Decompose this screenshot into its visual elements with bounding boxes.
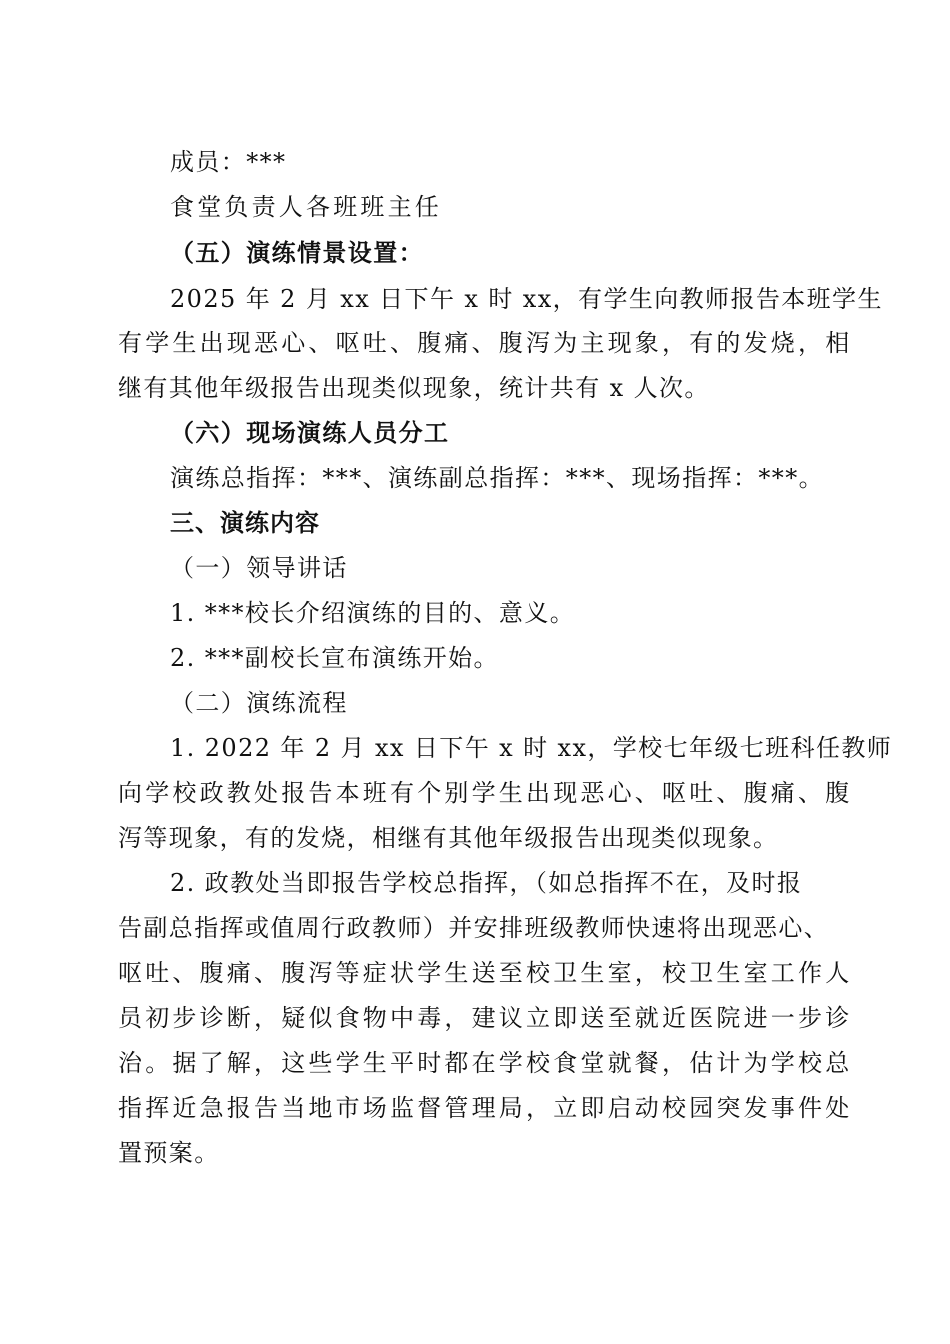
- process-item-2-line-5: 治。据了解，这些学生平时都在学校食堂就餐，估计为学校总: [118, 1049, 853, 1077]
- process-item-2-line-3: 呕吐、腹痛、腹泻等症状学生送至校卫生室，校卫生室工作人: [118, 959, 853, 987]
- scenario-line-1: 2025 年 2 月 xx 日下午 x 时 xx，有学生向教师报告本班学生: [170, 285, 883, 313]
- canteen-line: 食堂负责人各班班主任: [170, 193, 442, 221]
- process-item-2-line-6: 指挥近急报告当地市场监督管理局，立即启动校园突发事件处: [118, 1094, 853, 1122]
- process-item-1-line-1: 1. 2022 年 2 月 xx 日下午 x 时 xx，学校七年级七班科任教师: [170, 734, 893, 762]
- process-item-2-line-7: 置预案。: [118, 1139, 220, 1167]
- speech-item-1: 1. ***校长介绍演练的目的、意义。: [170, 599, 576, 627]
- subsection-two-heading: （二）演练流程: [170, 689, 348, 717]
- process-item-1-line-2: 向学校政教处报告本班有个别学生出现恶心、呕吐、腹痛、腹: [118, 779, 853, 807]
- speech-item-2: 2. ***副校长宣布演练开始。: [170, 644, 499, 672]
- process-item-1-line-3: 泻等现象，有的发烧，相继有其他年级报告出现类似现象。: [118, 824, 779, 852]
- section-five-heading: （五）演练情景设置：: [170, 238, 424, 267]
- section-six-heading: （六）现场演练人员分工: [170, 418, 450, 447]
- scenario-line-3: 继有其他年级报告出现类似现象，统计共有 x 人次。: [118, 374, 710, 402]
- members-line: 成员：***: [170, 148, 287, 176]
- process-item-2-line-1: 2. 政教处当即报告学校总指挥，（如总指挥不在，及时报: [170, 869, 803, 897]
- process-item-2-line-4: 员初步诊断，疑似食物中毒，建议立即送至就近医院进一步诊: [118, 1004, 853, 1032]
- process-item-2-line-2: 告副总指挥或值周行政教师）并安排班级教师快速将出现恶心、: [118, 914, 830, 942]
- command-line: 演练总指挥：***、演练副总指挥：***、现场指挥：***。: [170, 464, 824, 492]
- scenario-line-2: 有学生出现恶心、呕吐、腹痛、腹泻为主现象，有的发烧，相: [118, 329, 853, 357]
- subsection-one-heading: （一）领导讲话: [170, 554, 348, 582]
- section-three-heading: 三、演练内容: [170, 509, 320, 537]
